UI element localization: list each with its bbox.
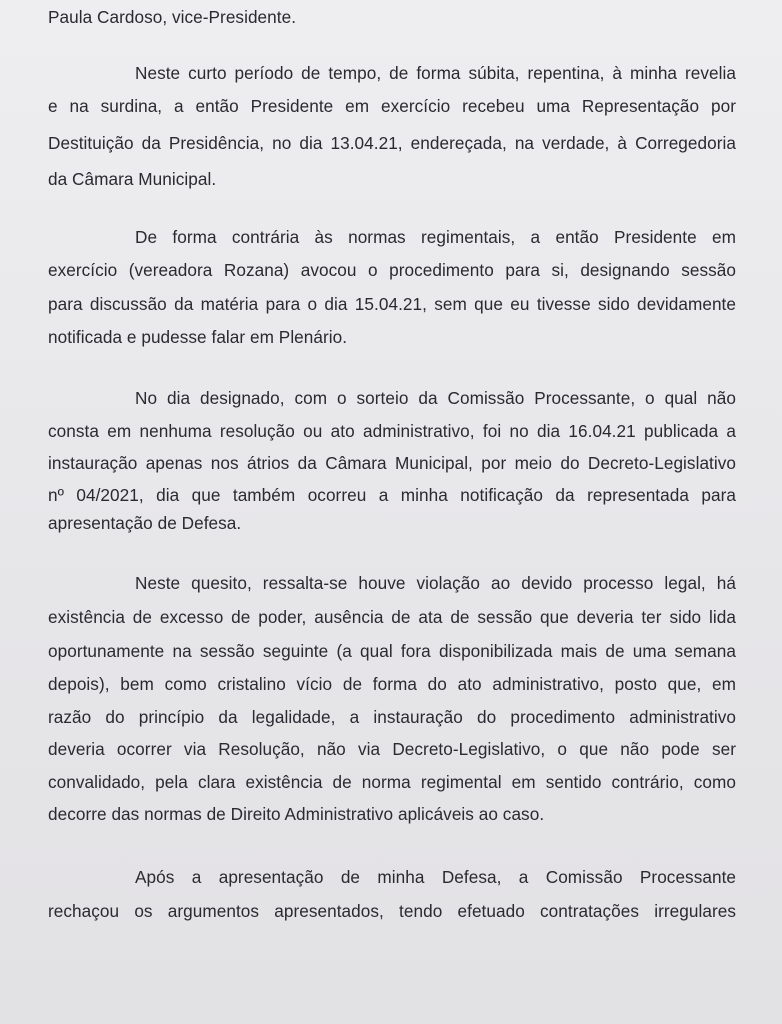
text-line: instauração apenas nos átrios da Câmara Municipal, por meio do Decreto-Legislativo	[48, 453, 736, 473]
text-line: exercício (vereadora Rozana) avocou o procedimento para si, designando sessão	[48, 260, 736, 280]
text-line: De forma contrária às normas regimentais, a então Presidente em	[135, 227, 736, 247]
text-line: Neste quesito, ressalta-se houve violação ao devido processo legal, há	[135, 573, 736, 593]
text-line: decorre das normas de Direito Administrativo aplicáveis ao caso.	[48, 804, 545, 824]
text-line: apresentação de Defesa.	[48, 513, 242, 533]
text-line: para discussão da matéria para o dia 15.04.21, sem que eu tivesse sido devidamente	[48, 294, 736, 314]
text-line: Neste curto período de tempo, de forma súbita, repentina, à minha revelia	[135, 63, 736, 83]
text-line: notificada e pudesse falar em Plenário.	[48, 327, 348, 347]
text-line: existência de excesso de poder, ausência de ata de sessão que deveria ter sido lida	[48, 607, 736, 627]
text-line: Após a apresentação de minha Defesa, a Comissão Processante	[135, 867, 736, 887]
text-line: Paula Cardoso, vice-Presidente.	[48, 7, 297, 27]
text-line: da Câmara Municipal.	[48, 169, 217, 189]
text-line: oportunamente na sessão seguinte (a qual fora disponibilizada mais de uma semana	[48, 641, 736, 661]
text-line: rechaçou os argumentos apresentados, tendo efetuado contratações irregulares	[48, 901, 736, 921]
text-line: convalidado, pela clara existência de norma regimental em sentido contrário, como	[48, 772, 736, 792]
text-line: deveria ocorrer via Resolução, não via Decreto-Legislativo, o que não pode ser	[48, 739, 736, 759]
text-line: No dia designado, com o sorteio da Comissão Processante, o qual não	[135, 388, 736, 408]
text-line: depois), bem como cristalino vício de forma do ato administrativo, posto que, em	[48, 674, 736, 694]
text-line: consta em nenhuma resolução ou ato administrativo, foi no dia 16.04.21 publicada a	[48, 421, 736, 441]
text-line: e na surdina, a então Presidente em exercício recebeu uma Representação por	[48, 96, 736, 116]
text-line: razão do princípio da legalidade, a instauração do procedimento administrativo	[48, 707, 736, 727]
text-line: Destituição da Presidência, no dia 13.04.21, endereçada, na verdade, à Corregedoria	[48, 133, 736, 153]
text-line: nº 04/2021, dia que também ocorreu a minha notificação da representada para	[48, 485, 736, 505]
